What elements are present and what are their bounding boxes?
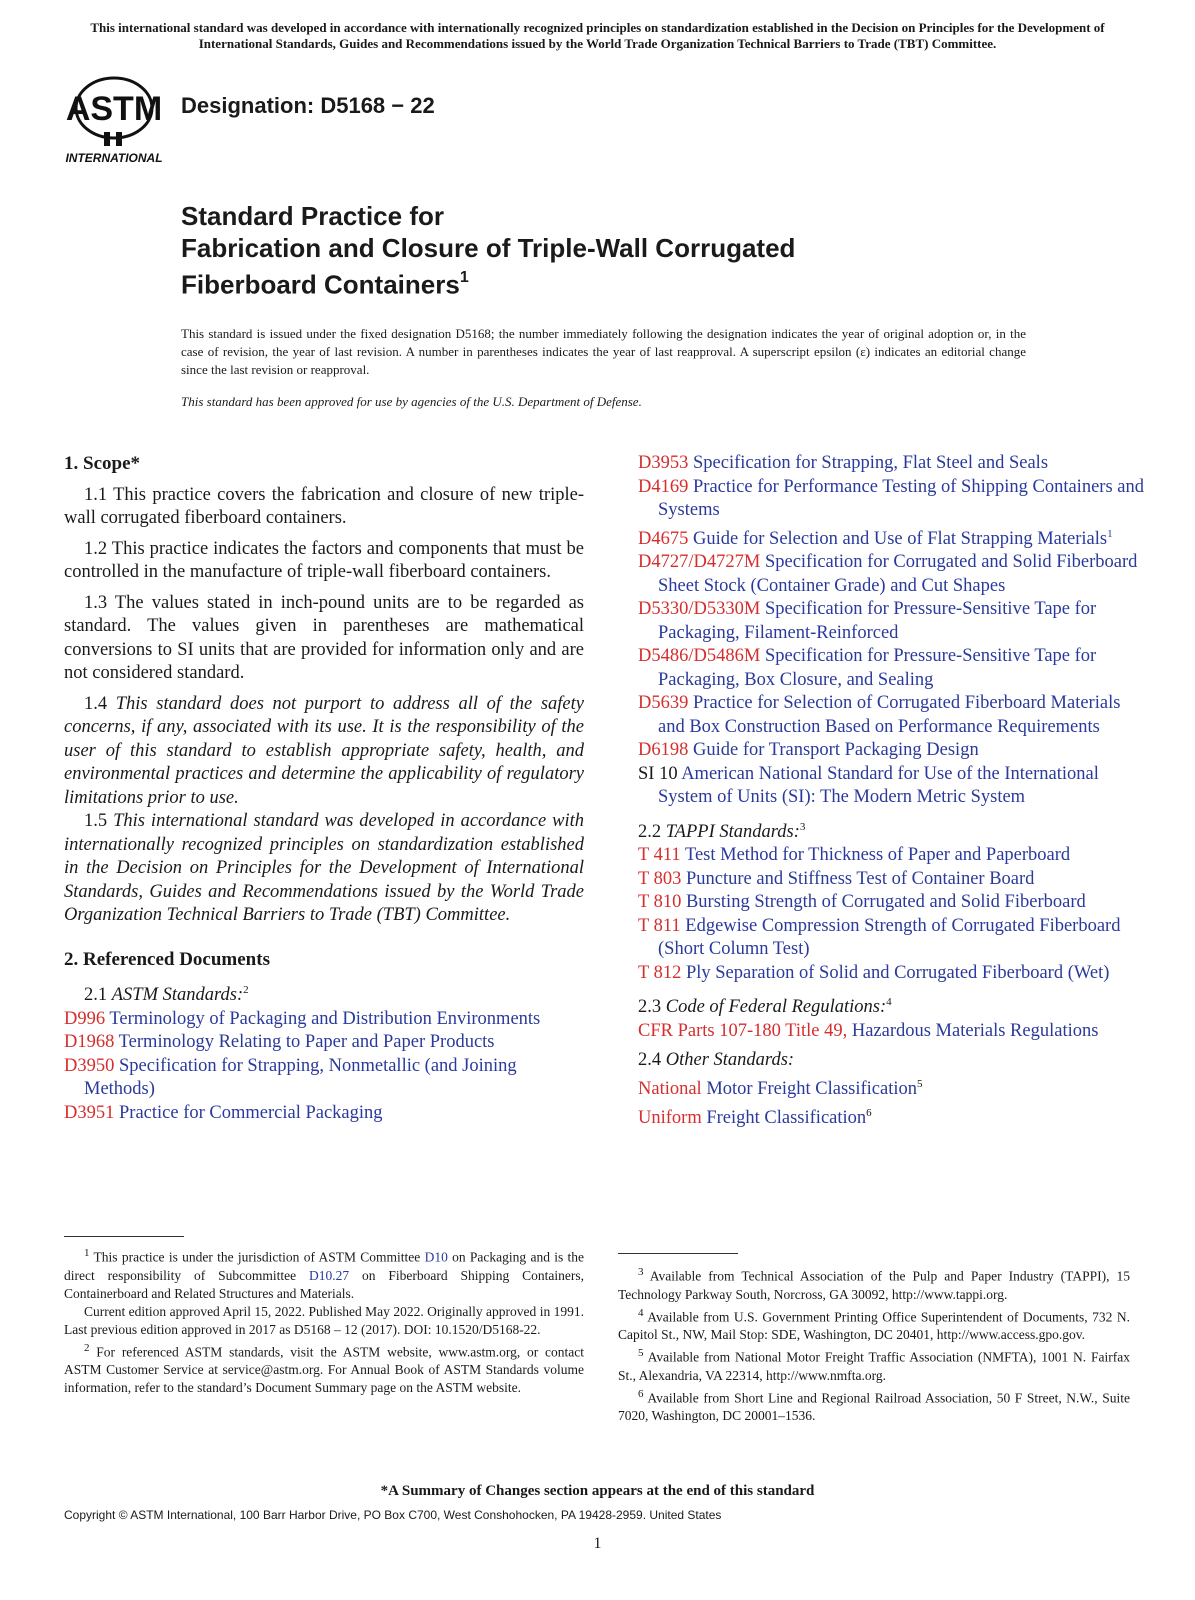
issuance-note: This standard is issued under the fixed designation D5168; the number immediately following the designation indicates the year of original adoption or, in the case of revision, the year of last revision. A number in parentheses indicates the year of last reapproval. A superscript epsilon (ε) indicates an editorial change since the last revision or reapproval.	[181, 326, 1026, 377]
title-line-1: Standard Practice for	[181, 201, 444, 231]
designation: Designation: D5168 − 22	[181, 93, 435, 118]
footnotes-left	[64, 1244, 584, 1397]
paragraph-1-4: 1.4 This standard does not purport to address all of the safety concerns, if any, associated with its use. It is the responsibility of the user of this standard to establish appropriate safety, health, and environmental practices and determine the applicability of regulatory limitations prior to use.	[64, 693, 584, 808]
other-standards-label: 2.4 Other Standards:	[638, 1050, 795, 1071]
footnote-3: $^3$ Available from Technical Association of the Pulp and Paper Industry (TAPPI), 15 Technology Parkway South, Norcross, GA 30092, http://www.tappi.org.	[618, 1266, 1130, 1302]
committee-link[interactable]: D10	[424, 1249, 448, 1265]
referenced-documents-heading: 2. Referenced Documents	[64, 948, 270, 970]
reference-item[interactable]: National Motor Freight Classification$^5$	[638, 1077, 923, 1100]
footnote-divider-right	[618, 1253, 738, 1254]
document-title	[181, 200, 941, 301]
reference-item[interactable]: T 812 Ply Separation of Solid and Corrugated Fiberboard (Wet)	[638, 962, 1110, 983]
reference-item[interactable]: Uniform Freight Classification$^6$	[638, 1106, 872, 1128]
page-number: 1	[593, 1535, 602, 1552]
reference-item[interactable]: D4727/D4727M Specification for Corrugated and Solid Fiberboard Sheet Stock (Container Grade) and Cut Shapes	[638, 552, 1138, 596]
footnote-2: $^2$ For referenced ASTM standards, visit the ASTM website, www.astm.org, or contact ASTM Customer Service at service@astm.org. For Annual Book of ASTM Standards volume information, refer to the standard’s Document Summary page on the ASTM website.	[64, 1341, 584, 1395]
paragraph-1-3: 1.3 The values stated in inch-pound units are to be regarded as standard. The values given in parentheses are mathematical conversions to SI units that are provided for information only and are not considered standard.	[64, 592, 584, 683]
tappi-reference-list	[638, 844, 1148, 985]
subcommittee-link[interactable]: D10.27	[309, 1267, 350, 1283]
paragraph-1-5: 1.5 This international standard was developed in accordance with internationally recognized principles on standardization established in the Decision on Principles for the Development of International Standards, Guides and Recommendations issued by the World Trade Organization Technical Barriers to Trade (TBT) Committee.	[64, 811, 585, 925]
footnote-6: $^6$ Available from Short Line and Regional Railroad Association, 50 F Street, N.W., Suite 7020, Washington, DC 20001–1536.	[618, 1387, 1130, 1423]
reference-item[interactable]: D6198 Guide for Transport Packaging Design	[638, 740, 979, 761]
footnote-1: $^1$ This practice is under the jurisdiction of ASTM Committee D10 on Packaging and is the direct responsibility of Subcommittee D10.27 on Fiberboard Shipping Containers, Containerboard and Related Structures and Materials.	[64, 1247, 585, 1301]
reference-item[interactable]: T 810 Bursting Strength of Corrugated and Solid Fiberboard	[638, 892, 1086, 913]
reference-item[interactable]: D5330/D5330M Specification for Pressure-Sensitive Tape for Packaging, Filament-Reinforced	[638, 599, 1097, 643]
logo-mark: ASTM	[65, 90, 163, 128]
reference-item[interactable]: D4169 Practice for Performance Testing of Shipping Containers and Systems	[638, 476, 1144, 520]
cfr-label: 2.3 Code of Federal Regulations:$^4$	[638, 996, 892, 1018]
astm-standards-label: 2.1 ASTM Standards:$^2$	[84, 984, 249, 1006]
paragraph-1-2: 1.2 This practice indicates the factors and components that must be controlled in the manufacture of triple-wall fiberboard containers.	[64, 538, 584, 582]
copyright-line: Copyright © ASTM International, 100 Barr Harbor Drive, PO Box C700, West Conshohocken, PA 19428-2959. United States	[64, 1508, 722, 1522]
footnotes-right	[618, 1263, 1130, 1425]
reference-item[interactable]: D996 Terminology of Packaging and Distribution Environments	[64, 1008, 541, 1029]
footnote-4: $^4$ Available from U.S. Government Printing Office Superintendent of Documents, 732 N. Capitol St., NW, Mail Stop: SDE, Washington, DC 20401, http://www.access.gpo.gov.	[618, 1306, 1130, 1342]
reference-item[interactable]: CFR Parts 107-180 Title 49, Hazardous Materials Regulations	[638, 1020, 1099, 1041]
footnote-5: $^5$ Available from National Motor Freight Traffic Association (NMFTA), 1001 N. Fairfax St., Alexandria, VA 22314, http://www.nmfta.org.	[618, 1347, 1130, 1383]
reference-item[interactable]: T 411 Test Method for Thickness of Paper and Paperboard	[638, 845, 1071, 866]
summary-of-changes-note: *A Summary of Changes section appears at the end of this standard	[380, 1483, 815, 1499]
tappi-standards-label: 2.2 TAPPI Standards:$^3$	[638, 820, 806, 842]
left-column	[64, 452, 584, 1125]
reference-item[interactable]: SI 10 American National Standard for Use of the International System of Units (SI): The Modern Metric System	[638, 763, 1099, 808]
dod-approval-note: This standard has been approved for use by agencies of the U.S. Department of Defense.	[181, 394, 642, 409]
reference-item[interactable]: D4675 Guide for Selection and Use of Flat Strapping Materials$^1$	[638, 527, 1113, 549]
reference-item[interactable]: D3950 Specification for Strapping, Nonmetallic (and Joining Methods)	[64, 1055, 517, 1100]
logo-caption: INTERNATIONAL	[65, 151, 163, 165]
footnote-divider-left	[64, 1236, 184, 1237]
reference-item[interactable]: T 803 Puncture and Stiffness Test of Container Board	[638, 868, 1035, 889]
right-column	[638, 452, 1148, 1130]
reference-item[interactable]: D5639 Practice for Selection of Corrugated Fiberboard Materials and Box Construction Based on Performance Requirements	[638, 693, 1121, 737]
astm-logo	[64, 70, 166, 166]
reference-item[interactable]: T 811 Edgewise Compression Strength of Corrugated Fiberboard (Short Column Test)	[638, 915, 1121, 960]
scope-heading: 1. Scope*	[64, 453, 140, 474]
reference-item[interactable]: D3951 Practice for Commercial Packaging	[64, 1102, 383, 1123]
reference-item[interactable]: D3953 Specification for Strapping, Flat Steel and Seals	[638, 453, 1049, 473]
wto-notice: This international standard was developed in accordance with internationally recognized principles on standardization established in the Decision on Principles for the Development of International Standards, Guides and Recommendations issued by the World Trade Organization Technical Barriers to Trade (TBT) Committee.	[90, 20, 1105, 51]
edition-note: Current edition approved April 15, 2022. Published May 2022. Originally approved in 1991. Last previous edition approved in 2017 as D5168 – 12 (2017). DOI: 10.1520/D5168-22.	[64, 1303, 584, 1337]
reference-item[interactable]: D5486/D5486M Specification for Pressure-Sensitive Tape for Packaging, Box Closure, and Sealing	[638, 646, 1097, 690]
astm-reference-list-right	[638, 452, 1148, 810]
paragraph-1-1: 1.1 This practice covers the fabrication and closure of new triple-wall corrugated fiberboard containers.	[64, 484, 584, 528]
astm-reference-list-left	[64, 1008, 584, 1126]
title-line-2: Fabrication and Closure of Triple-Wall Corrugated	[181, 233, 796, 263]
title-line-3: Fiberboard Containers$^1$	[181, 269, 469, 300]
reference-item[interactable]: D1968 Terminology Relating to Paper and Paper Products	[64, 1032, 495, 1053]
